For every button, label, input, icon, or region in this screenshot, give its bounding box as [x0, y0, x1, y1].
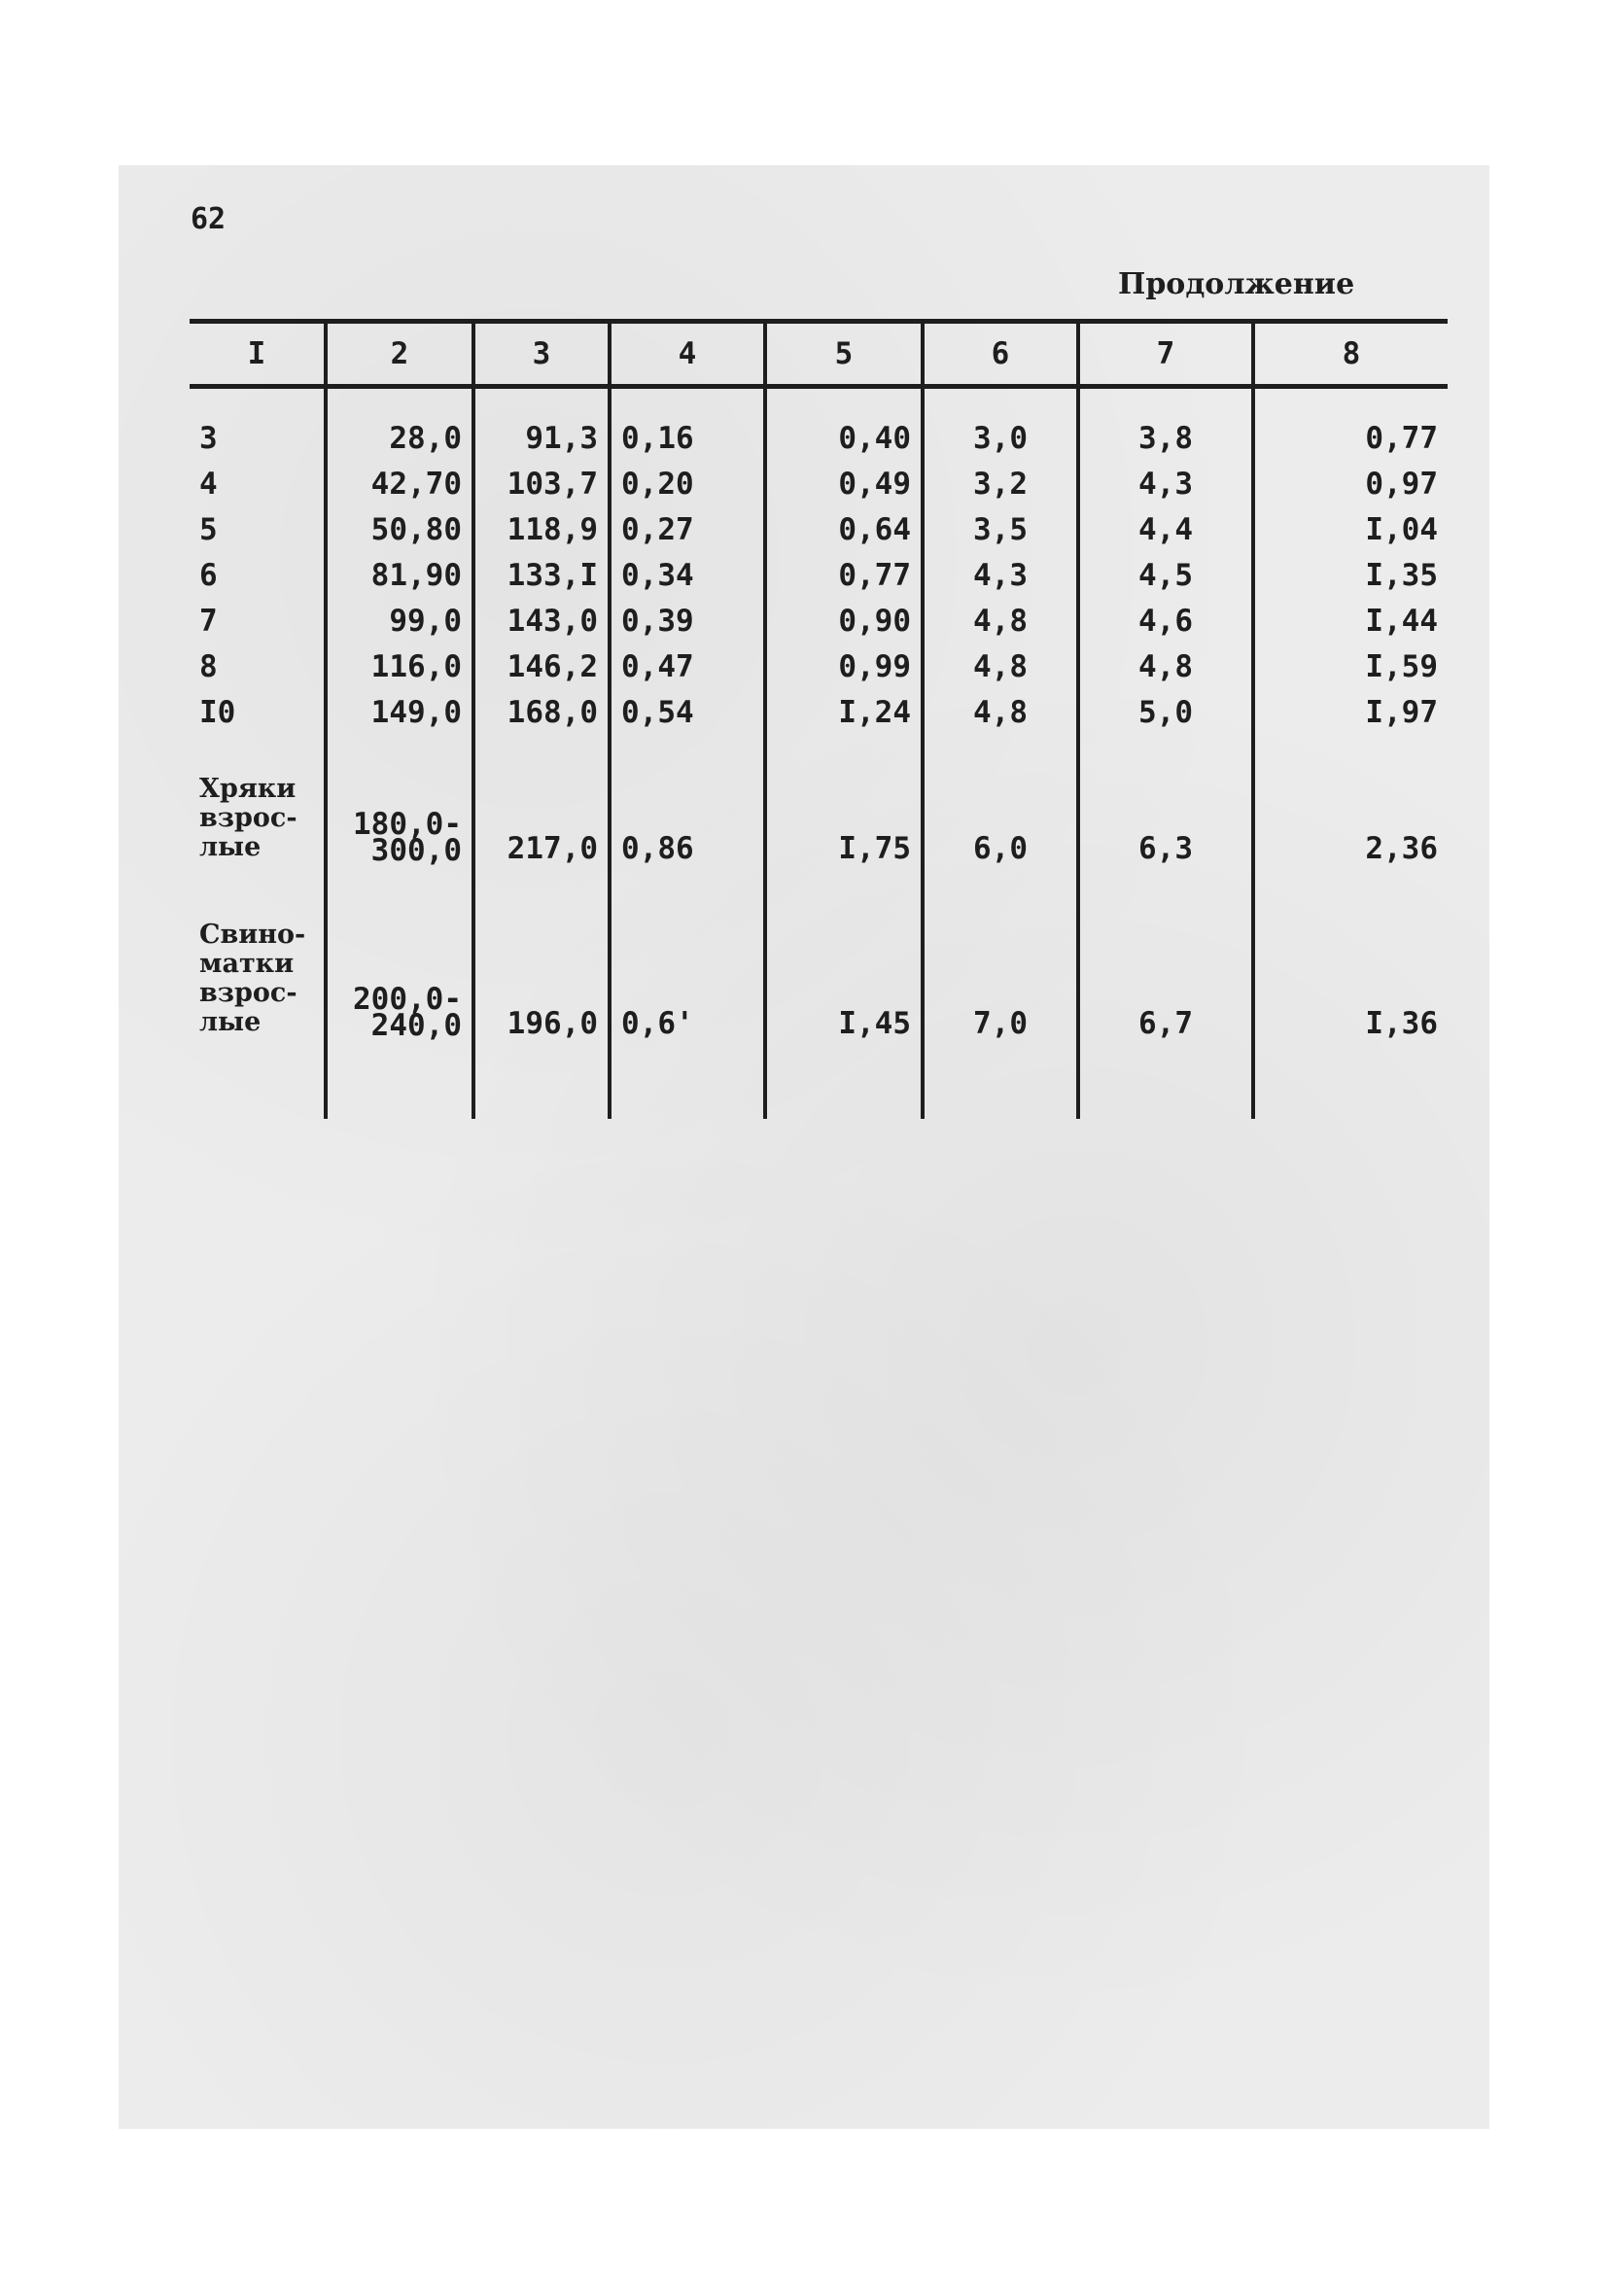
table-cell: I,24 — [765, 682, 923, 728]
data-table — [190, 319, 1448, 1119]
column-header: 8 — [1253, 322, 1448, 387]
table-cell: I,36 — [1253, 864, 1448, 1039]
table-cell: 42,70 — [326, 454, 473, 500]
table-cell: 3,5 — [923, 500, 1078, 545]
table-cell: 0,16 — [610, 387, 765, 455]
table-cell: I,59 — [1253, 637, 1448, 682]
table-cell: I,35 — [1253, 545, 1448, 591]
table-container — [190, 319, 1448, 1119]
table-cell: 0,77 — [765, 545, 923, 591]
table-cell: 4 — [199, 467, 218, 502]
table-cell: 3,8 — [1078, 387, 1253, 455]
table-cell: 4,8 — [923, 682, 1078, 728]
column-header: I — [190, 322, 326, 387]
range-line: 300,0 — [370, 833, 462, 868]
table-cell: 217,0 — [473, 728, 610, 864]
table-cell: 0,86 — [610, 728, 765, 864]
table-row — [190, 500, 1448, 545]
column-header: 6 — [923, 322, 1078, 387]
table-cell: 6,7 — [1078, 864, 1253, 1039]
table-cell: 103,7 — [473, 454, 610, 500]
empty-cell — [610, 1039, 765, 1119]
table-cell: 6,0 — [923, 728, 1078, 864]
row-label-line: взрос- — [199, 978, 297, 1008]
page-number: 62 — [191, 202, 227, 236]
table-cell: 196,0 — [473, 864, 610, 1039]
table-cell: I,75 — [765, 728, 923, 864]
table-cell: 0,49 — [765, 454, 923, 500]
table-cell: 4,6 — [1078, 591, 1253, 637]
column-header: 5 — [765, 322, 923, 387]
table-cell: 0,54 — [610, 682, 765, 728]
table-cell: 0,6' — [610, 864, 765, 1039]
table-cell: 91,3 — [473, 387, 610, 455]
table-cell: 3,2 — [923, 454, 1078, 500]
table-row-sows — [190, 864, 1448, 1039]
row-label-cell — [190, 728, 326, 864]
table-row — [190, 591, 1448, 637]
table-cell: 81,90 — [326, 545, 473, 591]
range-line: 180,0- — [353, 807, 462, 842]
table-cell: 149,0 — [326, 682, 473, 728]
table-cell: 0,20 — [610, 454, 765, 500]
column-header: 4 — [610, 322, 765, 387]
table-cell: 4,3 — [1078, 454, 1253, 500]
column-header: 7 — [1078, 322, 1253, 387]
table-cell: I,04 — [1253, 500, 1448, 545]
table-row-boars — [190, 728, 1448, 864]
empty-cell — [1078, 1039, 1253, 1119]
table-row — [190, 682, 1448, 728]
table-cell: 0,40 — [765, 387, 923, 455]
row-label-line: лые — [199, 832, 262, 862]
row-label-line: Свино- — [199, 920, 306, 950]
table-cell: 6,3 — [1078, 728, 1253, 864]
column-header: 3 — [473, 322, 610, 387]
table-cell: 5,0 — [1078, 682, 1253, 728]
table-cell: 4,4 — [1078, 500, 1253, 545]
continuation-label: Продолжение — [1118, 267, 1355, 301]
table-cell: 99,0 — [326, 591, 473, 637]
empty-cell — [923, 1039, 1078, 1119]
table-cell — [326, 728, 473, 868]
table-cell: 118,9 — [473, 500, 610, 545]
table-cell: 0,64 — [765, 500, 923, 545]
range-line: 200,0- — [353, 982, 462, 1017]
row-label-line: матки — [199, 949, 295, 979]
table-cell: 5 — [199, 512, 218, 547]
table-cell: I0 — [199, 695, 236, 730]
range-line: 240,0 — [370, 1008, 462, 1043]
table-cell: I,45 — [765, 864, 923, 1039]
table-cell: 4,8 — [923, 591, 1078, 637]
table-cell: 0,47 — [610, 637, 765, 682]
table-cell: 6 — [199, 558, 218, 593]
column-header: 2 — [326, 322, 473, 387]
table-bottom-spacer — [190, 1039, 1448, 1119]
table-cell: 3,0 — [923, 387, 1078, 455]
table-cell: 146,2 — [473, 637, 610, 682]
table-cell: 7 — [199, 604, 218, 639]
table-cell: 0,77 — [1253, 387, 1448, 455]
row-label-line: Хряки — [199, 774, 297, 804]
table-cell: 0,90 — [765, 591, 923, 637]
row-label-line: лые — [199, 1007, 262, 1037]
table-cell: 50,80 — [326, 500, 473, 545]
row-label-line: взрос- — [199, 803, 297, 833]
table-cell: 28,0 — [326, 387, 473, 455]
table-cell: 116,0 — [326, 637, 473, 682]
table-cell: 4,8 — [1078, 637, 1253, 682]
empty-cell — [1253, 1039, 1448, 1119]
header-row — [190, 322, 1448, 387]
table-cell: 0,27 — [610, 500, 765, 545]
table-cell: 0,97 — [1253, 454, 1448, 500]
table-cell: 0,34 — [610, 545, 765, 591]
table-row — [190, 454, 1448, 500]
table-cell: 8 — [199, 649, 218, 684]
table-cell: 168,0 — [473, 682, 610, 728]
table-cell: 0,99 — [765, 637, 923, 682]
row-label-cell — [190, 864, 326, 1039]
table-row — [190, 387, 1448, 455]
table-cell: 143,0 — [473, 591, 610, 637]
empty-cell — [765, 1039, 923, 1119]
empty-cell — [326, 1039, 473, 1119]
table-cell: 4,8 — [923, 637, 1078, 682]
empty-cell — [190, 1039, 326, 1119]
table-cell: 3 — [199, 421, 218, 456]
table-row — [190, 545, 1448, 591]
table-cell: 4,3 — [923, 545, 1078, 591]
table-cell: 2,36 — [1253, 728, 1448, 864]
table-cell — [326, 864, 473, 1043]
table-cell: 133,I — [473, 545, 610, 591]
table-cell: I,44 — [1253, 591, 1448, 637]
empty-cell — [473, 1039, 610, 1119]
table-cell: 0,39 — [610, 591, 765, 637]
table-cell: 7,0 — [923, 864, 1078, 1039]
table-cell: 4,5 — [1078, 545, 1253, 591]
table-cell: I,97 — [1253, 682, 1448, 728]
table-row — [190, 637, 1448, 682]
